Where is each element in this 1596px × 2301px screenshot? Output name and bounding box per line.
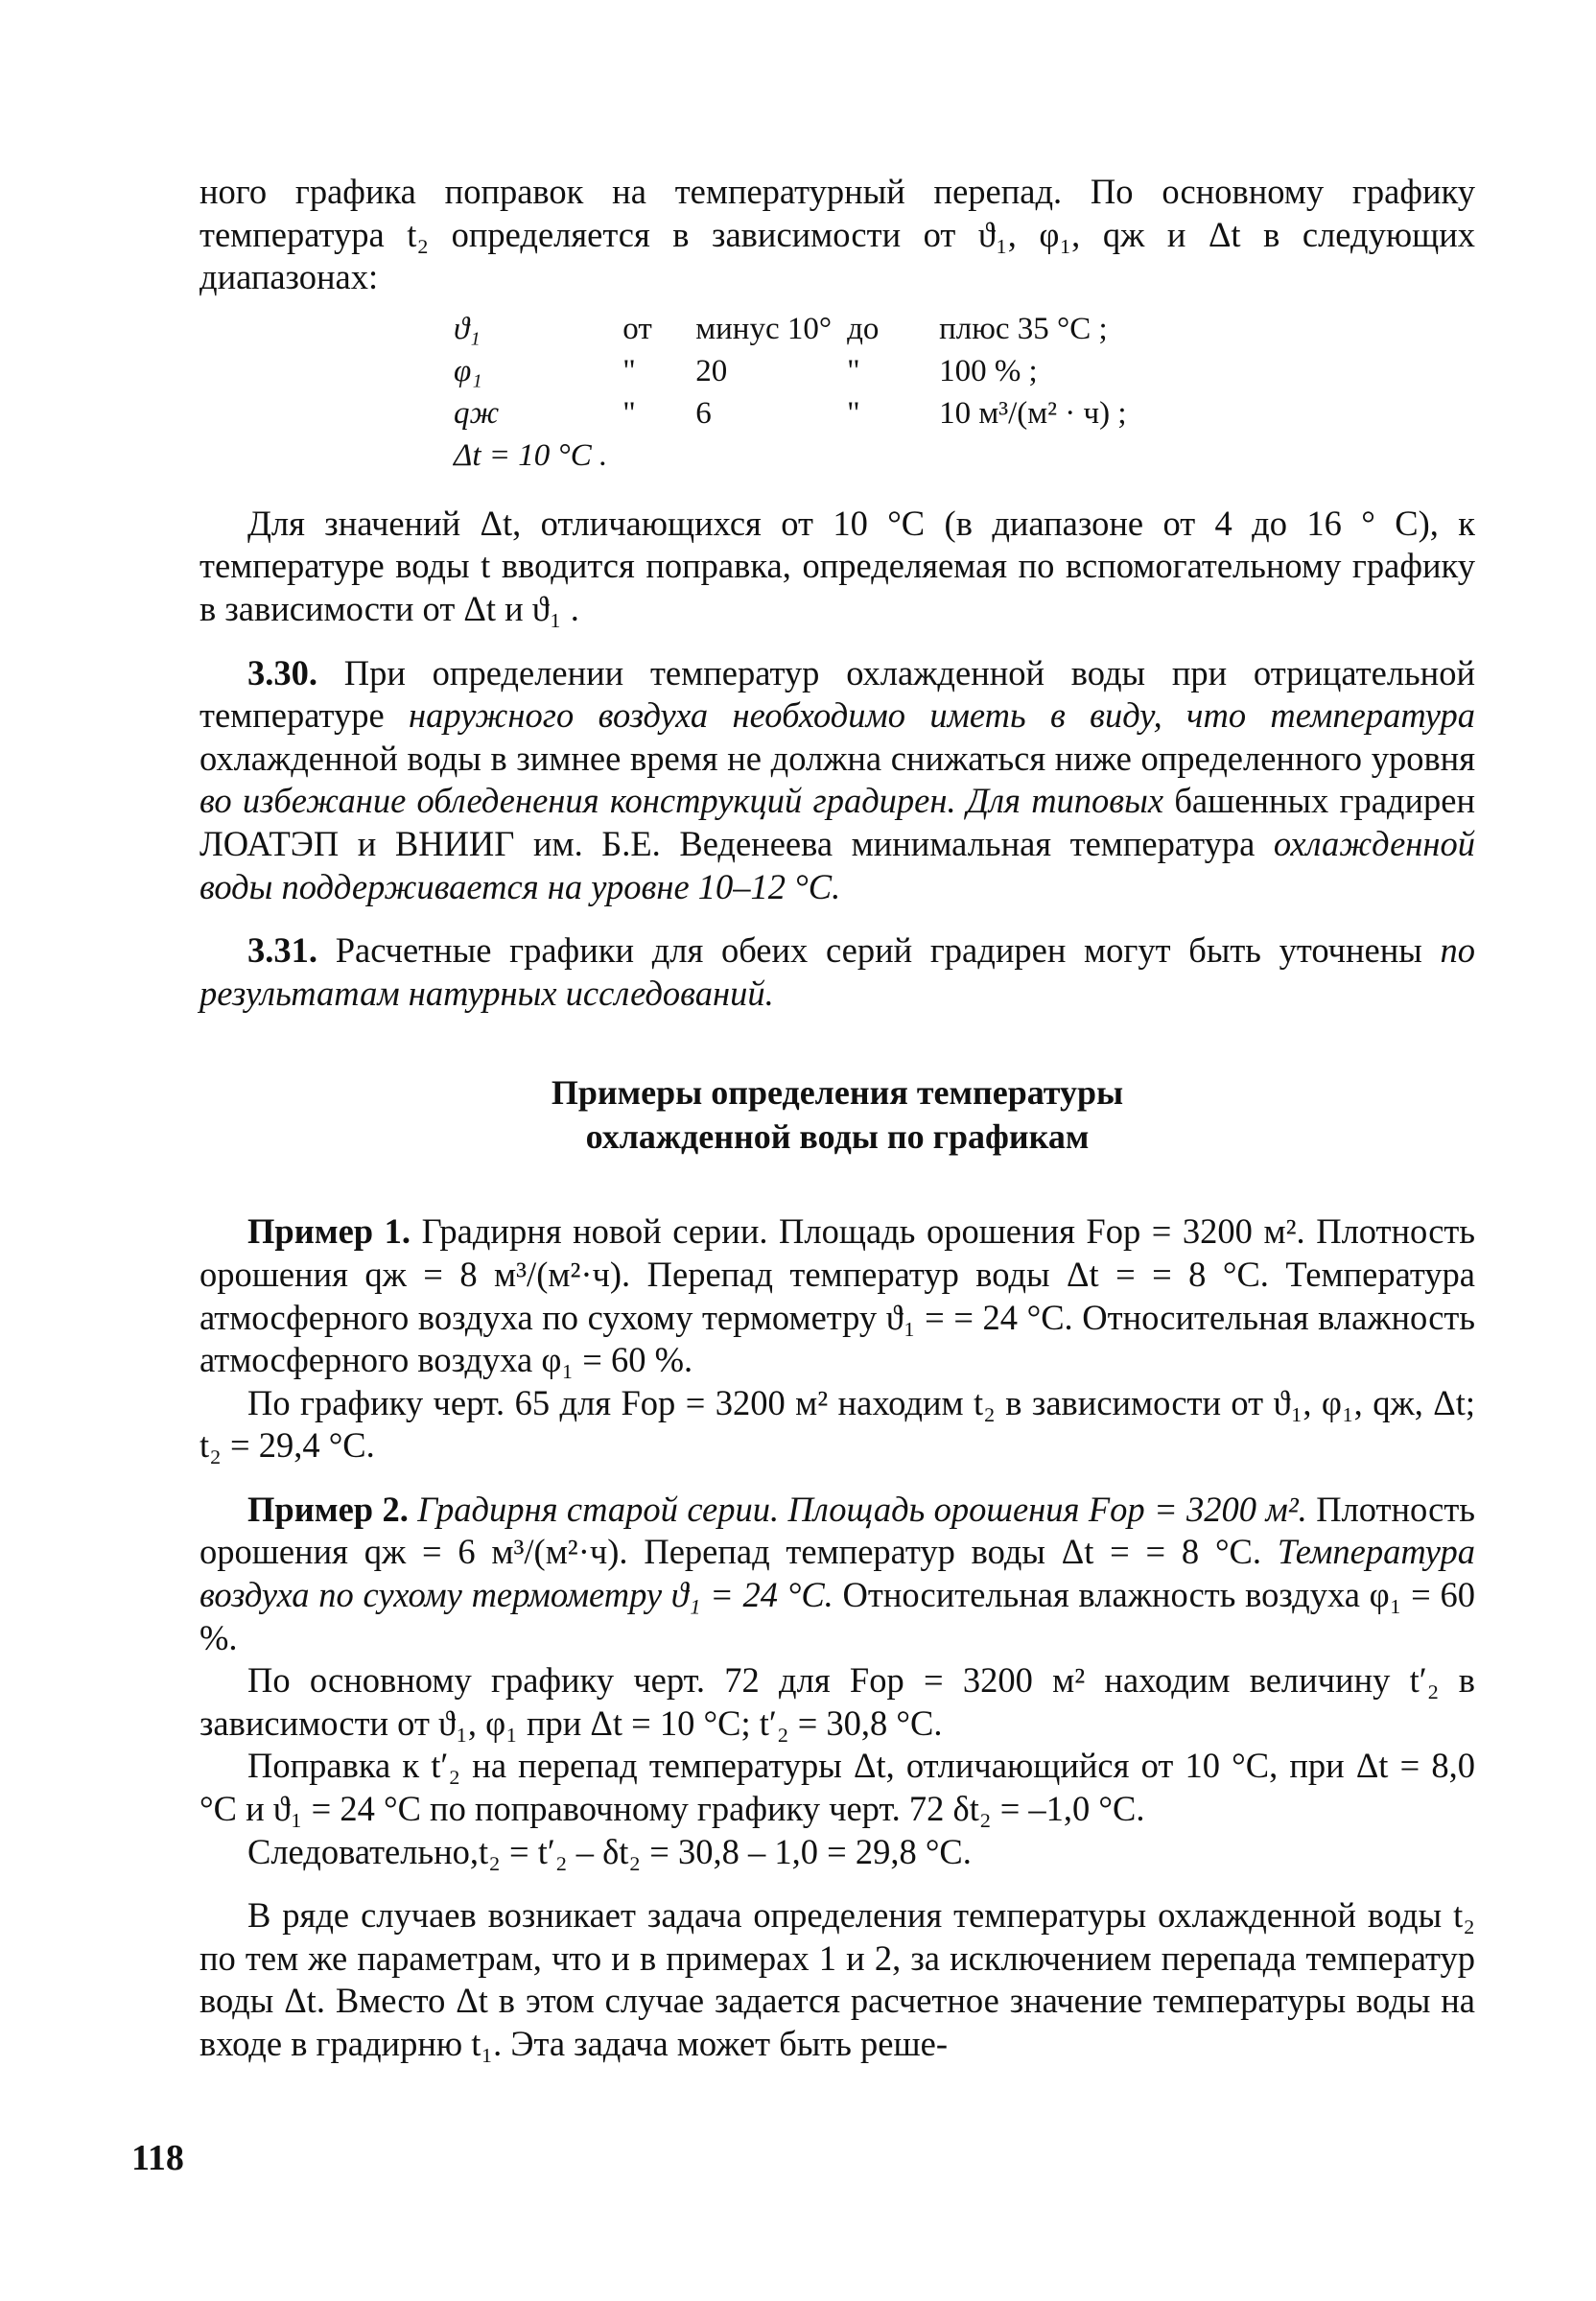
range-cell-symbol: ϑ₁ — [454, 312, 481, 347]
section-3-31 — [200, 929, 1475, 1015]
range-cell-word: " — [622, 354, 636, 389]
range-cell-word: от — [622, 312, 652, 347]
correction-paragraph: Для значений Δt, отличающихся от 10 °С (в диапазоне от 4 до 16 ° С), к температуре воды t вводится поправка, определяемая по вспомогательному графику в зависимости от Δt и ϑ₁ . — [200, 503, 1475, 628]
example-text: Градирня новой серии. Площадь орошения Fор = 3200 м². Плотность орошения qж = 8 м³/(м²·ч). Перепад температур воды Δt = = 8 °С. Температура атмосферного воздуха по сухому термометру ϑ₁ = = 24 °С. Относительная влажность атмосферного воздуха φ₁ = 60 %. — [200, 1211, 1476, 1380]
range-cell-to: плюс 35 °С ; — [939, 312, 1108, 347]
example-text: Относительная влажность воздуха φ₁ = 60 %. — [200, 1575, 1475, 1657]
document-page — [200, 171, 1475, 2066]
range-cell-to-word: " — [847, 354, 860, 389]
range-cell-symbol: φ₁ — [454, 354, 482, 389]
range-cell-to: 100 % ; — [939, 354, 1038, 389]
range-cell-from: 6 — [695, 396, 712, 432]
example-1-result: По графику черт. 65 для Fор = 3200 м² находим t₂ в зависимости от ϑ₁, φ₁, qж, Δt; t₂ = 29,4 °С. — [200, 1382, 1475, 1466]
example-2-result-1: По основному графику черт. 72 для Fор = 3200 м² находим величину t′₂ в зависимости от ϑ₁, φ₁ при Δt = 10 °С; t′₂ = 30,8 °С. — [200, 1660, 1475, 1743]
section-text-italic: во избежание обледенения конструкций градирен. Для типовых — [200, 781, 1164, 821]
heading-line: Примеры определения температуры — [551, 1073, 1124, 1113]
range-cell-to-word — [847, 435, 939, 478]
example-2-result-3: Следовательно,t₂ = t′₂ – δt₂ = 30,8 – 1,0 = 29,8 °С. — [247, 1831, 972, 1871]
section-text: Расчетные графики для обеих серий градирен могут быть уточнены — [335, 930, 1441, 971]
example-label: Пример 1. — [247, 1211, 411, 1252]
section-text-italic: охлажденной воды поддерживается на уровне 10–12 °С. — [200, 823, 1475, 906]
section-text: башенных градирен ЛОАТЭП и ВНИИГ им. Б.Е. Веденеева минимальная температура — [200, 781, 1475, 863]
section-3-30 — [200, 652, 1475, 909]
section-text-italic: по результатам натурных исследований. — [200, 930, 1476, 1013]
range-cell-symbol: qж — [454, 396, 500, 432]
range-cell-word: " — [622, 396, 636, 432]
range-cell-from: 20 — [695, 354, 728, 389]
example-text-italic: Температура воздуха по сухому термометру ϑ₁ = 24 °С. — [200, 1532, 1475, 1615]
range-cell-from — [695, 435, 847, 478]
section-text: охлажденной воды в зимнее время не должна снижаться ниже определенного уровня — [200, 738, 1475, 778]
examples-heading — [200, 1070, 1475, 1159]
heading-line: охлажденной воды по графикам — [585, 1117, 1090, 1157]
range-row — [454, 435, 1242, 478]
range-cell-word — [622, 435, 695, 478]
intro-paragraph: ного графика поправок на температурный перепад. По основному графику температура t₂ определяется в зависимости от ϑ₁, φ₁, qж и Δt в следующих диапазонах: — [200, 172, 1475, 297]
example-2 — [200, 1489, 1475, 1659]
range-row — [454, 351, 1242, 393]
range-cell-to — [939, 435, 1242, 478]
example-2-result-2: Поправка к t′₂ на перепад температуры Δt, отличающийся от 10 °С, при Δt = 8,0 °С и ϑ₁ = 24 °С по поправочному графику черт. 72 δt₂ = –1,0 °С. — [200, 1746, 1475, 1829]
example-text-italic: Градирня старой серии. Площадь орошения Fор = 3200 м². — [417, 1489, 1307, 1529]
range-cell-to-word: " — [847, 396, 860, 432]
range-cell-to: 10 м³/(м² · ч) ; — [939, 396, 1127, 432]
range-cell-symbol: Δt = 10 °С . — [454, 438, 608, 474]
example-text: Плотность орошения qж = 6 м³/(м²·ч). Перепад температур воды Δt = = 8 °С. — [200, 1489, 1475, 1572]
range-cell-to-word: до — [847, 312, 880, 347]
section-number: 3.30. — [247, 652, 317, 693]
page-number: 118 — [131, 2138, 184, 2178]
range-cell-from: минус 10° — [695, 312, 833, 347]
range-row — [454, 309, 1242, 351]
range-row — [454, 393, 1242, 435]
example-1 — [200, 1210, 1475, 1381]
example-label: Пример 2. — [247, 1489, 409, 1529]
closing-paragraph: В ряде случаев возникает задача определения температуры охлажденной воды t₂ по тем же параметрам, что и в примерах 1 и 2, за исключением перепада температур воды Δt. Вместо Δt в этом случае задается расчетное значение температуры воды на входе в градирню t₁. Эта задача может быть реше- — [200, 1895, 1475, 2063]
section-text: При определении температур охлажденной воды при отрицательной температуре — [200, 652, 1475, 736]
ranges-table — [454, 309, 1242, 478]
section-text-italic: наружного воздуха необходимо иметь в виду, что температура — [409, 695, 1475, 736]
section-number: 3.31. — [247, 930, 317, 971]
